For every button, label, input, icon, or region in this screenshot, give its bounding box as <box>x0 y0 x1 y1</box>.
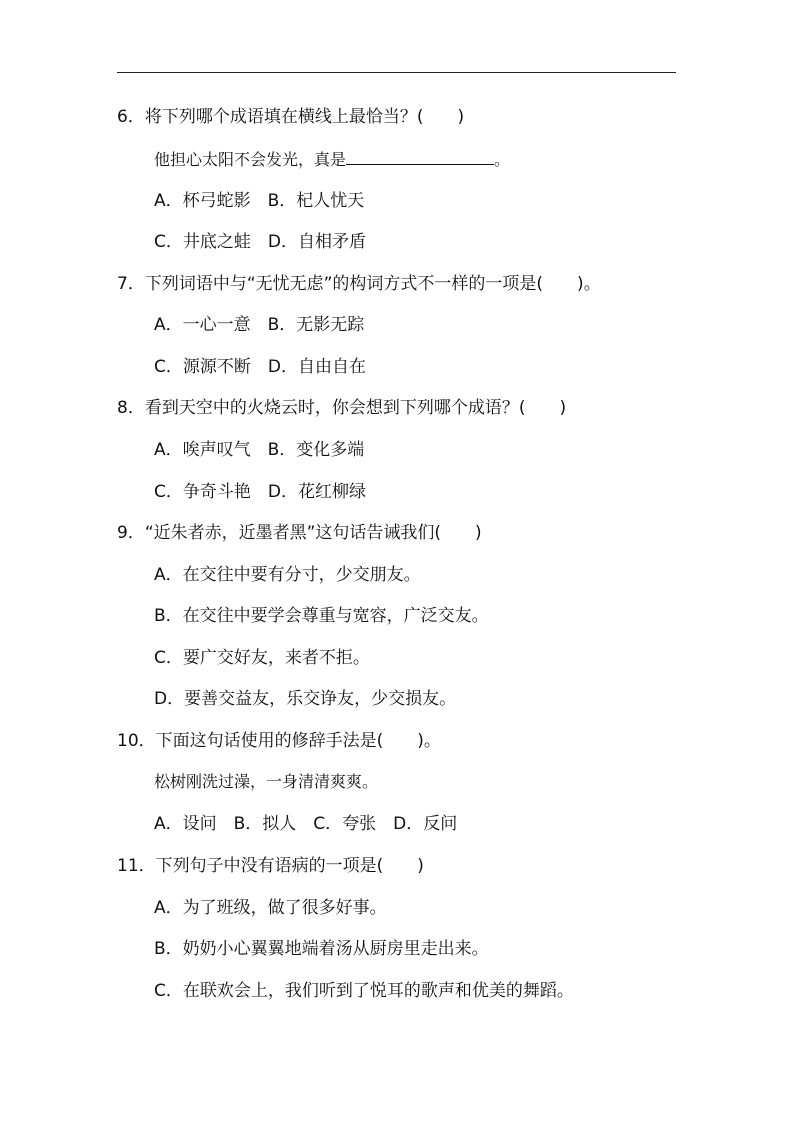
question-11-option-c: C．在联欢会上，我们听到了悦耳的歌声和优美的舞蹈。 <box>154 981 574 1001</box>
question-8-prompt: 8．看到天空中的火烧云时，你会想到下列哪个成语？( ) <box>117 398 567 418</box>
question-10-prompt: 10．下面这句话使用的修辞手法是( )。 <box>117 731 441 751</box>
question-8-options-row-2: C．争奇斗艳 D．花红柳绿 <box>154 482 366 502</box>
question-6-quote-end: 。 <box>494 150 511 169</box>
question-11-option-a: A．为了班级，做了很多好事。 <box>154 898 387 918</box>
question-9-prompt: 9．“近朱者赤，近墨者黑”这句话告诫我们( ) <box>117 523 482 543</box>
question-6-quote-text: 他担心太阳不会发光，真是 <box>154 150 347 169</box>
question-9-option-a: A．在交往中要有分寸，少交朋友。 <box>154 565 421 585</box>
question-6-options-row-2: C．井底之蛙 D．自相矛盾 <box>154 232 366 252</box>
question-8-options-row-1: A．唉声叹气 B．变化多端 <box>154 440 365 460</box>
question-7-options-row-2: C．源源不断 D．自由自在 <box>154 357 366 377</box>
question-10-options-row: A．设问 B．拟人 C．夸张 D．反问 <box>154 814 458 834</box>
question-7-prompt: 7．下列词语中与“无忧无虑”的构词方式不一样的一项是( )。 <box>117 274 601 294</box>
question-6-options-row-1: A．杯弓蛇影 B．杞人忧天 <box>154 191 365 211</box>
question-11-option-b: B．奶奶小心翼翼地端着汤从厨房里走出来。 <box>154 939 489 959</box>
question-11-prompt: 11．下列句子中没有语病的一项是( ) <box>117 856 424 876</box>
question-6-prompt: 6．将下列哪个成语填在横线上最恰当？( ) <box>117 107 465 127</box>
question-6-quote <box>154 148 510 170</box>
question-9-option-c: C．要广交好友，来者不拒。 <box>154 648 370 668</box>
question-9-option-d: D．要善交益友，乐交诤友，少交损友。 <box>154 689 457 709</box>
question-10-quote: 松树刚洗过澡，一身清清爽爽。 <box>154 772 379 791</box>
answer-blank-line <box>346 148 494 165</box>
question-9-option-b: B．在交往中要学会尊重与宽容，广泛交友。 <box>154 606 489 626</box>
question-7-options-row-1: A．一心一意 B．无影无踪 <box>154 315 365 335</box>
